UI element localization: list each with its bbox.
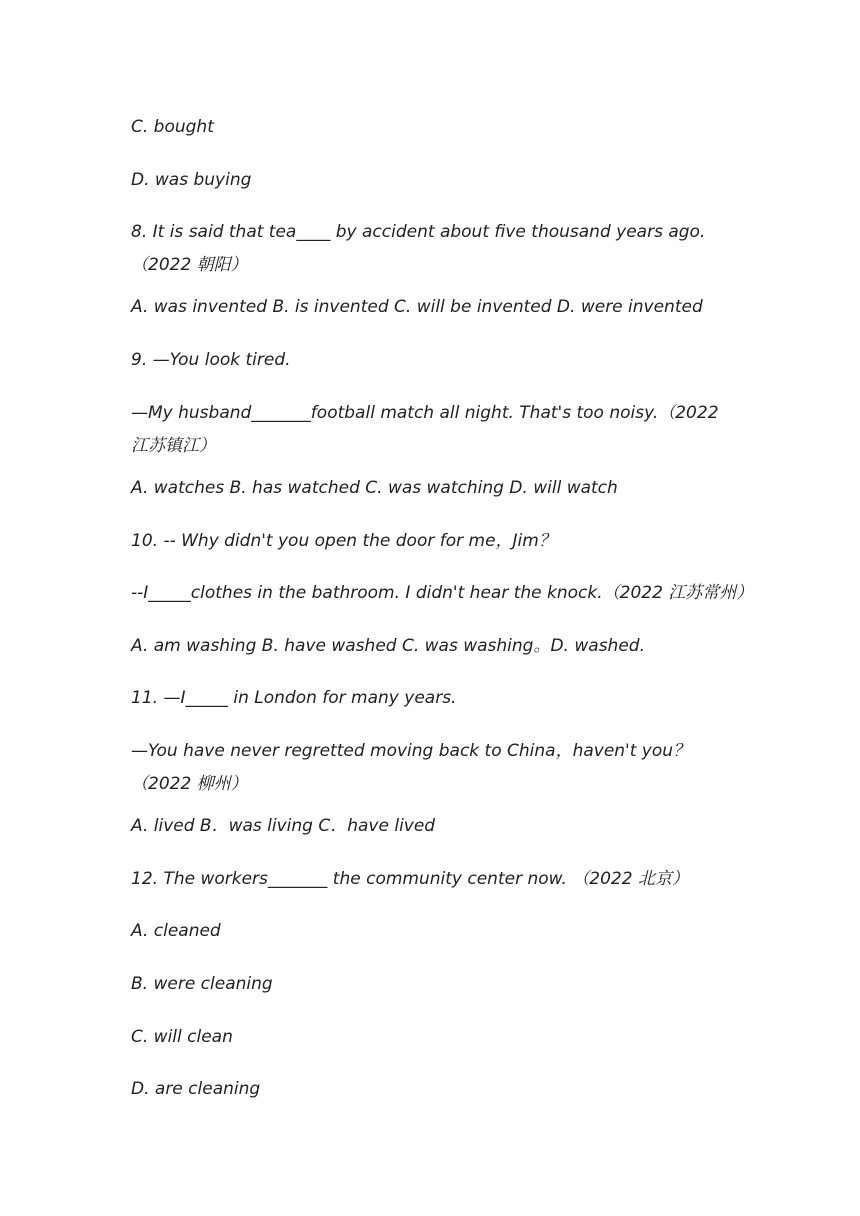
option-a-cleaned: A. cleaned <box>131 921 221 941</box>
question-12: 12. The workers_______ the community center now. （2022 北京） <box>131 869 689 889</box>
option-c-bought: C. bought <box>131 117 214 137</box>
option-b-were-cleaning: B. were cleaning <box>131 974 273 994</box>
question-11-options: A. lived B．was living C．have lived <box>131 816 436 836</box>
question-8-options: A. was invented B. is invented C. will be invented D. were invented <box>131 297 703 317</box>
option-d-are-cleaning: D. are cleaning <box>131 1079 261 1099</box>
question-10-prompt: 10. -- Why didn't you open the door for me，Jim？ <box>131 531 556 551</box>
question-9-response: —My husband_______football match all night. That's too noisy.（2022 江苏镇江） <box>131 403 719 456</box>
question-9-prompt: 9. —You look tired. <box>131 350 291 370</box>
question-11-prompt: 11. —I_____ in London for many years. <box>131 688 457 708</box>
question-9-options: A. watches B. has watched C. was watching D. will watch <box>131 478 618 498</box>
question-11-response: —You have never regretted moving back to China，haven't you？（2022 柳州） <box>131 741 691 794</box>
question-8: 8. It is said that tea____ by accident about five thousand years ago.（2022 朝阳） <box>131 222 706 275</box>
option-d-was-buying: D. was buying <box>131 170 252 190</box>
option-c-will-clean: C. will clean <box>131 1027 233 1047</box>
question-10-options: A. am washing B. have washed C. was washing。D. washed. <box>131 636 645 656</box>
question-10-response: --I_____clothes in the bathroom. I didn't hear the knock.（2022 江苏常州） <box>131 583 754 603</box>
